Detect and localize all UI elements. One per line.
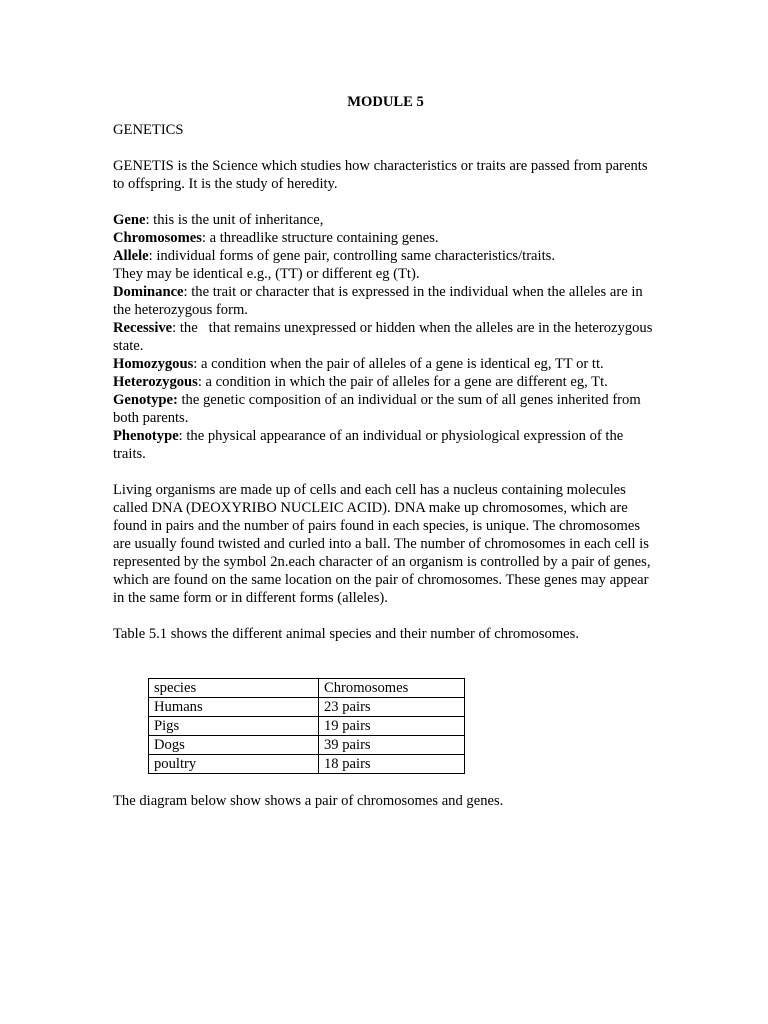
table-cell: poultry <box>149 755 319 774</box>
definition-text: : the physical appearance of an individual or physiological expression of the traits. <box>113 428 624 462</box>
table-header-cell: species <box>149 679 319 698</box>
spacer <box>113 463 658 481</box>
spacer <box>113 193 658 211</box>
chromosome-table <box>148 678 465 774</box>
definition-term: Gene <box>113 212 146 228</box>
definition-heterozygous <box>113 373 658 391</box>
definition-text: the genetic composition of an individual or the sum of all genes inherited from both parents. <box>113 392 641 426</box>
table-cell: 19 pairs <box>319 717 465 736</box>
definition-recessive <box>113 319 658 355</box>
definition-dominance <box>113 283 658 319</box>
definition-phenotype <box>113 427 658 463</box>
table-cell: Dogs <box>149 736 319 755</box>
definition-term: Homozygous <box>113 356 194 372</box>
section-heading: GENETICS <box>113 122 184 138</box>
definition-term: Recessive <box>113 320 173 336</box>
chromosome-table-wrapper <box>148 678 658 774</box>
definitions-list <box>113 211 658 463</box>
definition-text: They may be identical e.g., (TT) or different eg (Tt). <box>113 266 420 282</box>
definition-term: Allele <box>113 248 149 264</box>
definition-term: Chromosomes <box>113 230 202 246</box>
table-row <box>149 736 465 755</box>
table-row <box>149 717 465 736</box>
definition-allele <box>113 247 658 265</box>
table-cell: 18 pairs <box>319 755 465 774</box>
table-header-cell: Chromosomes <box>319 679 465 698</box>
definition-text: : individual forms of gene pair, controlling same characteristics/traits. <box>148 248 555 264</box>
table-row <box>149 698 465 717</box>
table-caption: Table 5.1 shows the different animal species and their number of chromosomes. <box>113 626 579 642</box>
definition-text: : a condition in which the pair of alleles for a gene are different eg, Tt. <box>197 374 608 390</box>
table-row <box>149 755 465 774</box>
definition-term: Genotype: <box>113 392 178 408</box>
definition-text: : the that remains unexpressed or hidden when the alleles are in the heterozygous state. <box>113 320 657 354</box>
spacer <box>113 139 658 157</box>
intro-paragraph: GENETIS is the Science which studies how characteristics or traits are passed from parents to offspring. It is the study of heredity. <box>113 158 648 192</box>
definition-text: : the trait or character that is expressed in the individual when the alleles are in the heterozygous form. <box>113 284 643 318</box>
table-cell: Humans <box>149 698 319 717</box>
definition-text: : a condition when the pair of alleles of a gene is identical eg, TT or tt. <box>193 356 604 372</box>
spacer <box>113 643 658 661</box>
definition-chromosomes <box>113 229 658 247</box>
definition-text: : a threadlike structure containing genes. <box>201 230 439 246</box>
table-cell: 39 pairs <box>319 736 465 755</box>
dna-paragraph: Living organisms are made up of cells and each cell has a nucleus containing molecules called DNA (DEOXYRIBO NUCLEIC ACID). DNA make up chromosomes, which are found in pairs and the number of pairs found in each species, is unique. The chromosomes are usually found twisted and curled into a ball. The number of chromosomes in each cell is represented by the symbol 2n.each character of an organism is controlled by a pair of genes, which are found on the same location on the pair of chromosomes. These genes may appear in the same form or in different forms (alleles). <box>113 482 651 606</box>
definition-genotype <box>113 391 658 427</box>
table-header-row <box>149 679 465 698</box>
definition-term: Dominance <box>113 284 184 300</box>
diagram-caption: The diagram below show shows a pair of chromosomes and genes. <box>113 793 504 809</box>
spacer <box>113 607 658 625</box>
definition-text: : this is the unit of inheritance, <box>145 212 324 228</box>
definition-term: Phenotype <box>113 428 179 444</box>
definition-term: Heterozygous <box>113 374 198 390</box>
definition-gene <box>113 211 658 229</box>
definition-allele-note <box>113 265 658 283</box>
table-cell: Pigs <box>149 717 319 736</box>
page-title: MODULE 5 <box>347 94 424 110</box>
spacer <box>113 774 658 792</box>
table-cell: 23 pairs <box>319 698 465 717</box>
definition-homozygous <box>113 355 658 373</box>
spacer <box>113 661 658 678</box>
document-body <box>113 93 658 810</box>
